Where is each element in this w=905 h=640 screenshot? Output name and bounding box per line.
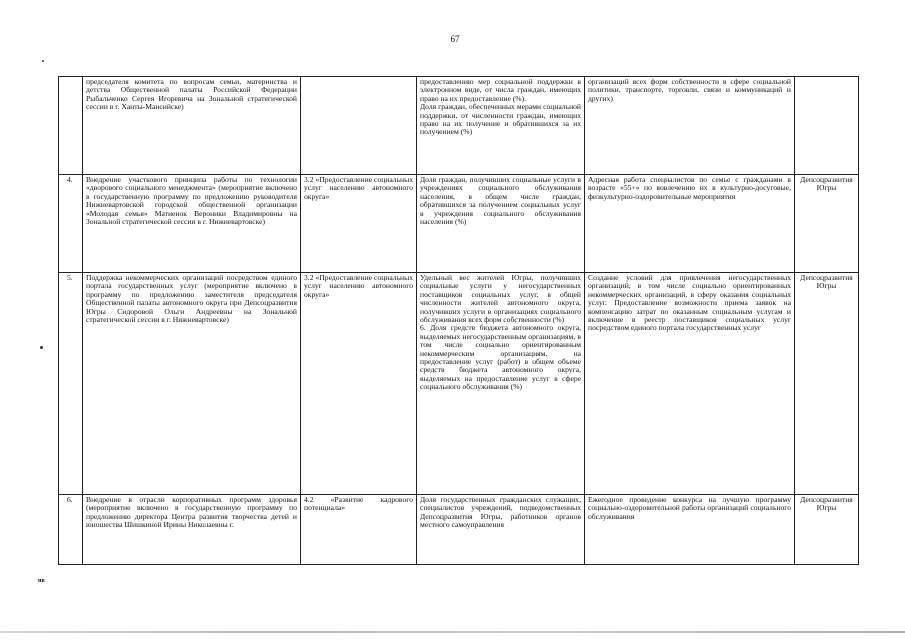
subprogram-cell: 4.2 «Развитие кадрового потенциала» [301,495,417,565]
event-cell: Поддержка некоммерческих организаций посредством единого портала государственных услуг (мероприятие включено в программу по предложению заместителя председателя Общественной палаты автономного округа при Депсоцразвития Югры Сидоровой Ольги Андреевны на Зональной стратегической сессии в г. Нижневартовске) [83,273,301,495]
executor-cell [795,77,859,175]
scan-speck [42,60,44,62]
subprogram-cell [301,77,417,175]
indicator-cell [417,77,585,175]
subprogram-cell: 3.2 «Предоставление социальных услуг населению автономного округа» [301,175,417,273]
executor-cell: Депсоцразвития Югры [795,495,859,565]
indicator-text: Доля государственных гражданских служащих, специалистов учреждений, подведомственных Депсоцразвития Югры, работников органов местного самоуправления [420,495,581,530]
page-number: 67 [450,34,460,44]
indicator-text: Доля граждан, обеспеченных мерами социальной поддержки, от численности граждан, имеющих право на их получение и обратившихся за их получением (%) [420,102,581,137]
executor-cell: Депсоцразвития Югры [795,273,859,495]
table-row [59,273,859,495]
footer-mark: нв [38,578,45,584]
row-number: 5. [59,273,83,495]
indicator-text: Удельный вес жителей Югры, получивших социальные услуги у негосударственных поставщиков социальных услуг, в общей численности жителей автономного округа, получивших услуги в организациях социального обслуживания всех форм собственности (%) [420,273,581,325]
indicator-text: предоставлению мер социальной поддержки в электронном виде, от числа граждан, имеющих право на их предоставление (%). [420,77,581,103]
row-number: 4. [59,175,83,273]
row-number: 6. [59,495,83,565]
result-cell: Создание условий для привлечения негосударственных организаций, в том числе социально ориентированных некоммерческих организаций, в сферу оказания социальных услуг. Предоставление возможности приема заявок на компенсацию затрат по оказанным социальным услугам и включение в реестр поставщиков социальных услуг посредством единого портала государственных услуг [585,273,795,495]
subprogram-cell: 3.2 «Предоставление социальных услуг населению автономного округа» [301,273,417,495]
measures-table [58,76,859,565]
table-row [59,175,859,273]
table-row [59,495,859,565]
result-cell: Адресная работа специалистов по семье с гражданами в возрасте «55+» по вовлечению их в культурно-досуговые, физкультурно-оздоровительные мероприятия [585,175,795,273]
indicator-text: 6. Доля средств бюджета автономного округа, выделяемых негосударственным организациям, в том числе социально ориентированным некоммерческим организациям, на предоставление услуг (работ) в общем объеме средств бюджета автономного округа, выделяемых на предоставление услуг в сфере социального обслуживания (%) [420,323,581,392]
executor-cell: Депсоцразвития Югры [795,175,859,273]
scan-edge [0,631,905,633]
indicator-text: Доля граждан, получивших социальные услуги в учреждениях социального обслуживания населения, в общем числе граждан, обратившихся за получением социальных услуг в учреждения социального обслуживания населения (%) [420,175,581,227]
result-cell: организаций всех форм собственности в сфере социальной политики, транспорте, торговли, связи и коммуникаций и других) [585,77,795,175]
indicator-cell [417,273,585,495]
row-number [59,77,83,175]
event-cell: Внедрение участкового принципа работы по технологии «дворового социального менеджмента» (мероприятие включено в государственную программу по предложению руководителя Нижневартовской городской общественной организации «Молодая семья» Матиенок Вероники Владимировны на Зональной стратегической сессии в г. Нижневартовске) [83,175,301,273]
result-cell: Ежегодное проведение конкурса на лучшую программу социально-оздоровительной работы организаций социального обслуживания [585,495,795,565]
scan-speck [40,346,43,349]
table-row [59,77,859,175]
event-cell: Внедрение в отрасли корпоративных программ здоровья (мероприятие включено в государственную программу по предложению директора Центра развития творчества детей и юношества Шишкиной Ирины Николаевны г. [83,495,301,565]
event-cell: председателя комитета по вопросам семьи, материнства и детства Общественной палаты Российской Федерации Рыбальченко Сергея Игоревича на Зональной стратегической сессии в г. Ханты-Мансийске) [83,77,301,175]
indicator-cell [417,495,585,565]
indicator-cell [417,175,585,273]
